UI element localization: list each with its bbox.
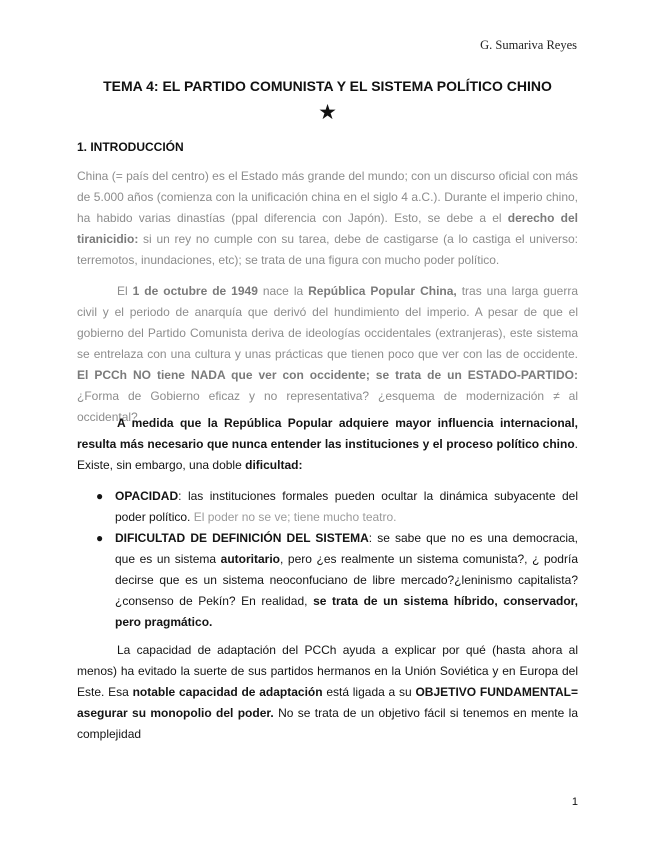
paragraph-difficulty: A medida que la República Popular adquiere mayor influencia internacional, resulta más necesario que nunca entender las instituciones y el proceso político chino. Existe, sin embargo, una doble dificultad: xyxy=(77,416,578,472)
list-item-opacidad: ● OPACIDAD: las instituciones formales pueden ocultar la dinámica subyacente del poder político. El poder no se ve; tiene mucho teatro. xyxy=(77,486,578,528)
header-author: G. Sumariva Reyes xyxy=(480,38,577,52)
list-item-definicion: ● DIFICULTAD DE DEFINICIÓN DEL SISTEMA: se sabe que no es una democracia, que es un sistema autoritario, pero ¿es realmente un sistema comunista?, ¿ podría decirse que es un sistema neoconfuciano de libre mercado?¿leninismo capitalista?¿consenso de Pekín? En realidad, se trata de un sistema híbrido, conservador, pero pragmático. xyxy=(77,528,578,633)
star-icon: ★ xyxy=(318,101,337,124)
page-number: 1 xyxy=(571,796,578,808)
difficulty-list xyxy=(77,486,578,633)
document-title: TEMA 4: EL PARTIDO COMUNISTA Y EL SISTEMA POLÍTICO CHINO xyxy=(103,78,552,94)
paragraph-adaptation: La capacidad de adaptación del PCCh ayuda a explicar por qué (hasta ahora al menos) ha evitado la suerte de sus partidos hermanos en la Unión Soviética y en Europa del Este. Esa notable capacidad de adaptación está ligada a su OBJETIVO FUNDAMENTAL= asegurar su monopolio del poder. No se trata de un objetivo fácil si tenemos en mente la complejidad xyxy=(77,643,578,741)
bullet-icon: ● xyxy=(96,531,104,545)
bullet-icon: ● xyxy=(96,489,104,503)
paragraph-intro-2: El 1 de octubre de 1949 nace la República Popular China, tras una larga guerra civil y el periodo de anarquía que derivó del hundimiento del imperio. A pesar de que el gobierno del Partido Comunista deriva de ideologías occidentales (extranjeras), este sistema se entrelaza con una cultura y unas prácticas que tienen poco que ver con las de occidente. El PCCh NO tiene NADA que ver con occidente; se trata de un ESTADO-PARTIDO: ¿Forma de Gobierno eficaz y no representativa? ¿esquema de modernización ≠ al occidental? xyxy=(77,284,578,424)
section-heading: 1. INTRODUCCIÓN xyxy=(77,140,184,154)
paragraph-intro-1: China (= país del centro) es el Estado más grande del mundo; con un discurso oficial con más de 5.000 años (comienza con la unificación china en el siglo 4 a.C.). Durante el imperio chino, ha habido varias dinastías (ppal diferencia con Japón). Esto, se debe a el derecho del tiranicidio: si un rey no cumple con su tarea, debe de castigarse (a lo castiga el universo: terremotos, inundaciones, etc); se trata de una figura con mucho poder político. xyxy=(77,169,578,267)
